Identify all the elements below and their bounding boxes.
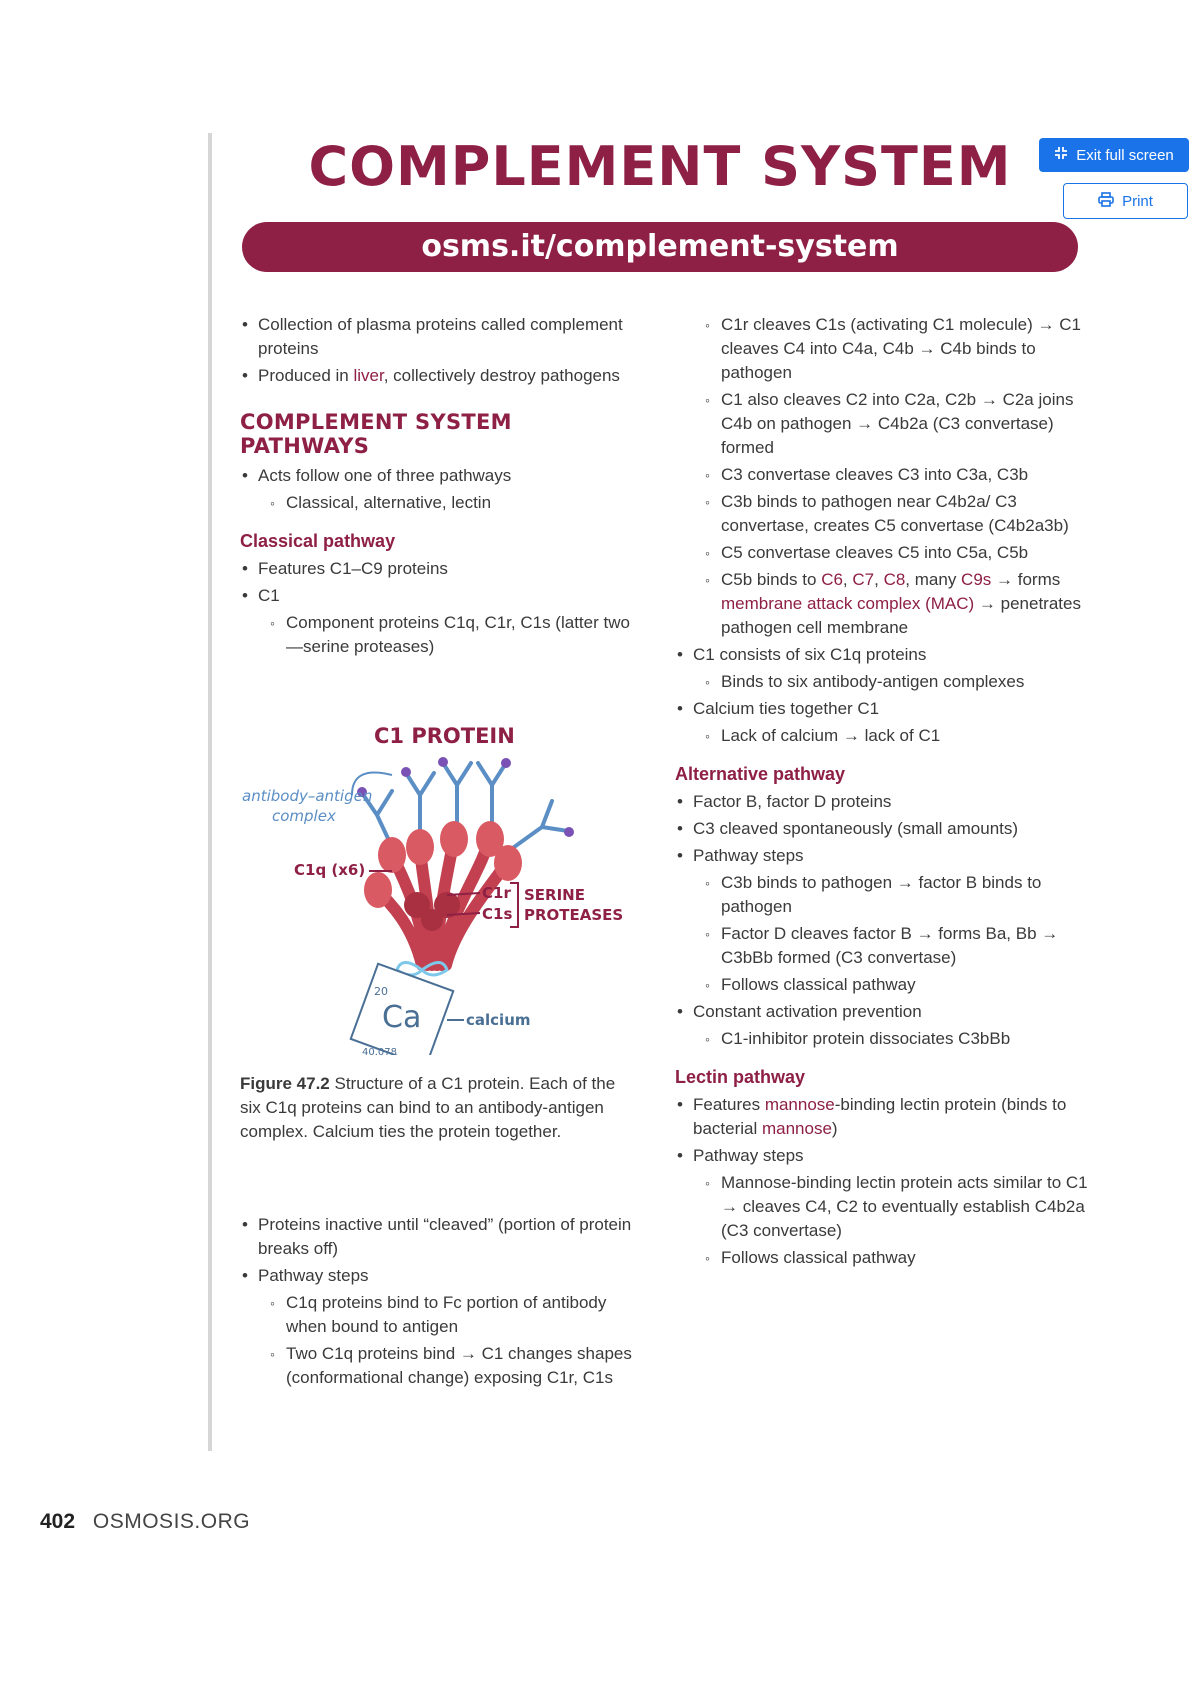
ca-mass: 40.078 <box>362 1047 397 1055</box>
sub-c3b-binds: ◦ C3b binds to pathogen near C4b2a/ C3 convertase, creates C5 convertase (C4b2a3b) <box>675 490 1095 538</box>
sub-c1q-bind: ◦ C1q proteins bind to Fc portion of antibody when bound to antigen <box>240 1291 640 1339</box>
label-calcium: calcium <box>466 1011 531 1029</box>
c7-term: C7 <box>852 570 875 589</box>
printer-icon <box>1098 192 1114 211</box>
bullet-alt-steps: • Pathway steps <box>675 844 1095 868</box>
sub-c5-convertase: ◦ C5 convertase cleaves C5 into C5a, C5b <box>675 541 1095 565</box>
liver-term: liver <box>353 366 384 385</box>
bullet-activation-prevention: • Constant activation prevention <box>675 1000 1095 1024</box>
ca-atomic-number: 20 <box>374 985 388 998</box>
sub-factor-d: ◦ Factor D cleaves factor B → forms Ba, Bb → C3bBb formed (C3 convertase) <box>675 922 1095 970</box>
sub-lectin-follows: ◦ Follows classical pathway <box>675 1246 1095 1270</box>
c6-term: C6 <box>821 570 843 589</box>
sub-mbl-acts: ◦ Mannose-binding lectin protein acts similar to C1 → cleaves C4, C2 to eventually establish C4b2a (C3 convertase) <box>675 1171 1095 1243</box>
footer-brand: OSMOSIS.ORG <box>92 1510 251 1533</box>
sub-two-c1q: ◦ Two C1q proteins bind → C1 changes shapes (conformational change) exposing C1r, C1s <box>240 1342 640 1390</box>
sub-binds-six: ◦ Binds to six antibody-antigen complexes <box>675 670 1095 694</box>
figure-title: C1 PROTEIN <box>374 724 515 748</box>
bullet-mannose-binding: • Features mannose-binding lectin protein (binds to bacterial mannose) <box>675 1093 1095 1141</box>
exit-full-screen-button[interactable] <box>1039 138 1189 172</box>
bullet-calcium: • Calcium ties together C1 <box>675 697 1095 721</box>
left-column-bottom <box>240 1210 640 1393</box>
exit-full-screen-label: Exit full screen <box>1076 146 1174 164</box>
sub-c1-cleaves-c2: ◦ C1 also cleaves C2 into C2a, C2b → C2a joins C4b on pathogen → C4b2a (C3 convertase) formed <box>675 388 1095 460</box>
bullet-lectin-steps: • Pathway steps <box>675 1144 1095 1168</box>
figure-caption <box>240 1072 630 1144</box>
bullet-plasma-proteins: • Collection of plasma proteins called complement proteins <box>240 313 640 361</box>
figure-caption-text: Structure of a C1 protein. Each of the six C1q proteins can bind to an antibody-antigen complex. Calcium ties the protein together. <box>240 1074 616 1141</box>
sub-component-proteins: ◦ Component proteins C1q, C1r, C1s (latter two—serine proteases) <box>240 611 640 659</box>
sub-c5b-mac: ◦ C5b binds to C6, C7, C8, many C9s → forms membrane attack complex (MAC) → penetrates pathogen cell membrane <box>675 568 1095 640</box>
label-c1r: C1r <box>482 884 511 902</box>
pathways-heading: COMPLEMENT SYSTEM PATHWAYS <box>240 410 512 458</box>
sub-c1-inhibitor: ◦ C1-inhibitor protein dissociates C3bBb <box>675 1027 1095 1051</box>
c1-protein-figure <box>242 755 642 1055</box>
classical-heading: Classical pathway <box>240 531 396 551</box>
page-footer <box>40 1510 250 1534</box>
sub-c1r-cleaves: ◦ C1r cleaves C1s (activating C1 molecule) → C1 cleaves C4 into C4a, C4b → C4b binds to pathogen <box>675 313 1095 385</box>
page-title: COMPLEMENT SYSTEM <box>308 135 1012 198</box>
bullet-c1-c9: • Features C1–C9 proteins <box>240 557 640 581</box>
mannose-term-2: mannose <box>761 1119 832 1138</box>
figure-number: Figure 47.2 <box>240 1074 330 1093</box>
bullet-pathway-steps: • Pathway steps <box>240 1264 640 1288</box>
osmosis-link[interactable]: osms.it/complement-system <box>242 222 1078 272</box>
label-complex: complex <box>272 807 336 825</box>
collapse-icon <box>1054 146 1068 164</box>
bullet-three-pathways: • Acts follow one of three pathways <box>240 464 640 488</box>
bullet-proteins-inactive: • Proteins inactive until “cleaved” (portion of protein breaks off) <box>240 1213 640 1261</box>
c9-term: C9s <box>961 570 992 589</box>
mac-term: membrane attack complex (MAC) <box>721 594 975 613</box>
page-number: 402 <box>40 1510 76 1533</box>
bullet-produced-liver: • Produced in liver, collectively destroy pathogens <box>240 364 640 388</box>
label-proteases: PROTEASES <box>524 906 624 924</box>
print-label: Print <box>1122 192 1153 210</box>
ca-symbol: Ca <box>382 1000 422 1035</box>
bullet-six-c1q: • C1 consists of six C1q proteins <box>675 643 1095 667</box>
mannose-term: mannose <box>764 1095 835 1114</box>
label-serine: SERINE <box>524 886 585 904</box>
bullet-c1: • C1 <box>240 584 640 608</box>
label-c1q: C1q (x6) <box>294 861 366 879</box>
lectin-heading: Lectin pathway <box>675 1067 806 1087</box>
alternative-heading: Alternative pathway <box>675 764 846 784</box>
right-column <box>675 310 1095 1273</box>
label-c1s: C1s <box>482 905 513 923</box>
left-column <box>240 310 640 662</box>
sub-pathway-list: ◦ Classical, alternative, lectin <box>240 491 640 515</box>
margin-rule <box>208 133 212 1451</box>
sub-lack-calcium: ◦ Lack of calcium → lack of C1 <box>675 724 1095 748</box>
c8-term: C8 <box>883 570 906 589</box>
sub-c3b-factor-b: ◦ C3b binds to pathogen → factor B binds to pathogen <box>675 871 1095 919</box>
print-button[interactable] <box>1063 183 1188 219</box>
label-antibody-antigen: antibody–antigen <box>242 787 373 805</box>
sub-follows-classical: ◦ Follows classical pathway <box>675 973 1095 997</box>
bullet-c3-spontaneous: • C3 cleaved spontaneously (small amounts) <box>675 817 1095 841</box>
bullet-factor-bd: • Factor B, factor D proteins <box>675 790 1095 814</box>
sub-c3-convertase: ◦ C3 convertase cleaves C3 into C3a, C3b <box>675 463 1095 487</box>
